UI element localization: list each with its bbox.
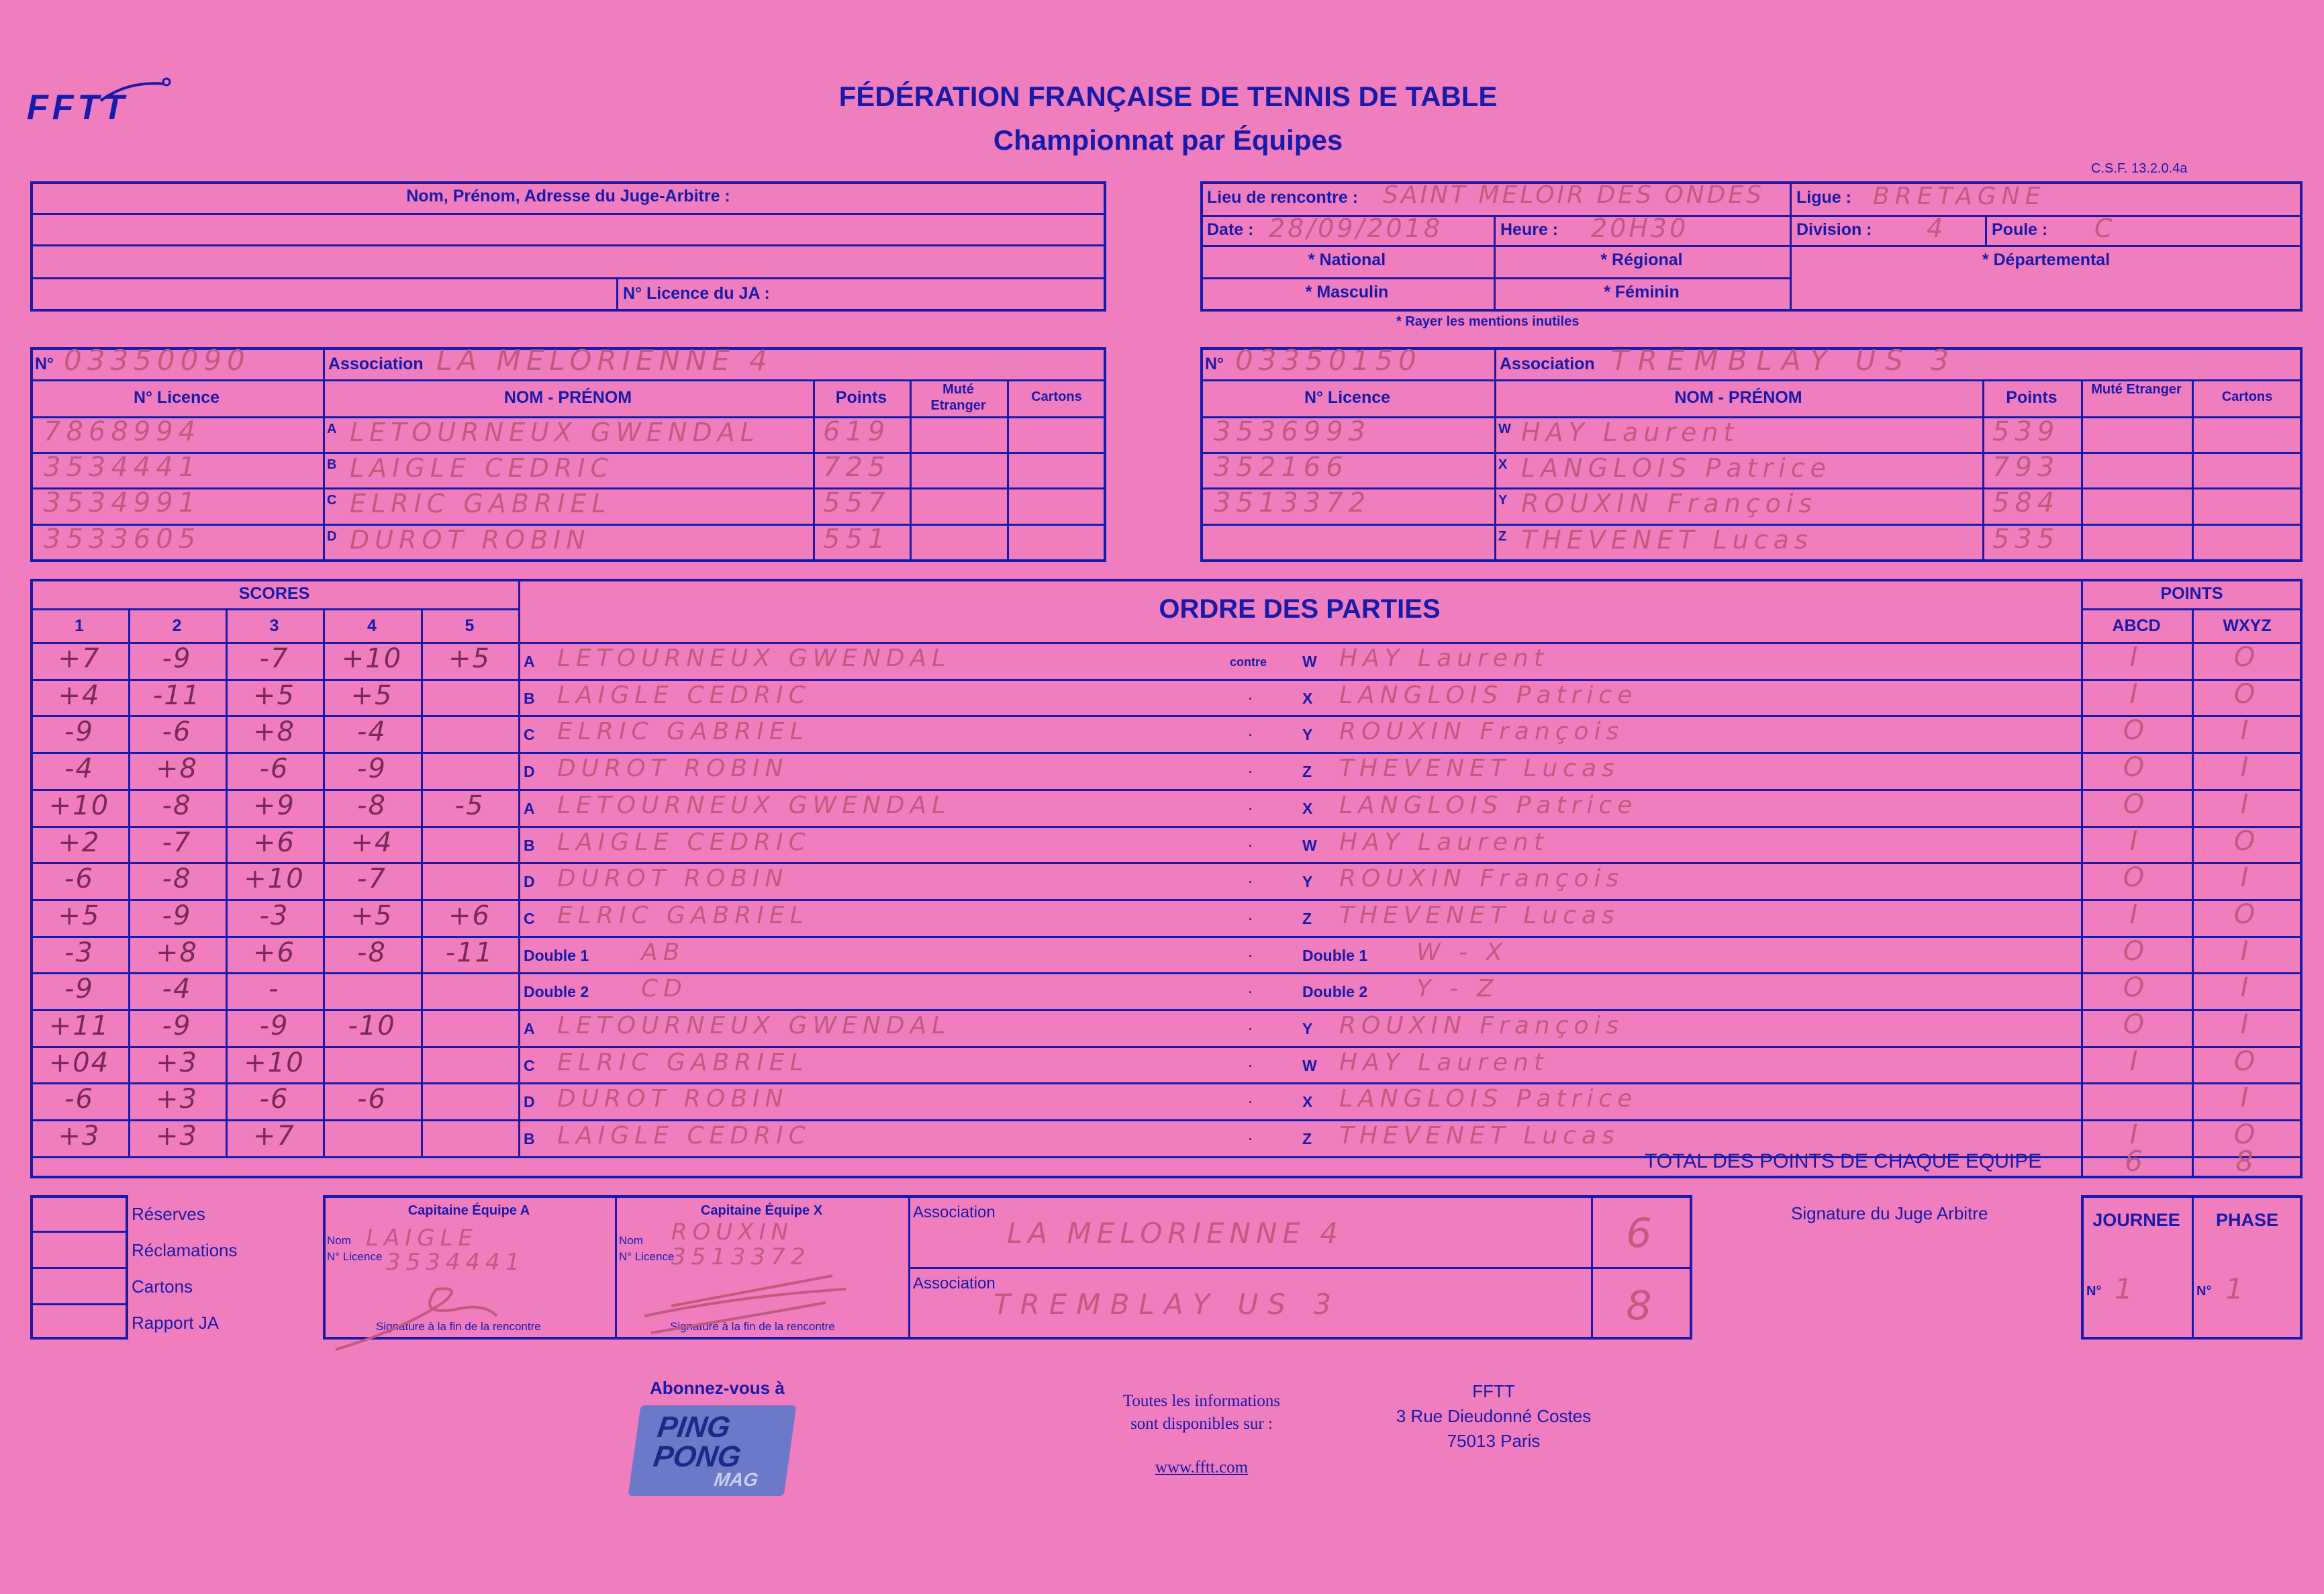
game-score: +10 <box>244 863 305 894</box>
team-x-col-name: NOM - PRÉNOM <box>1674 388 1802 407</box>
game-score: +10 <box>341 643 403 674</box>
game-contre: · <box>1249 765 1253 779</box>
day-value: 1 <box>2115 1272 2138 1305</box>
captain-x-sign-label: Signature à la fin de la rencontre <box>670 1320 835 1333</box>
game-score: +7 <box>58 643 101 674</box>
game-right-name: HAY Laurent <box>1339 1049 1549 1076</box>
game-left-name: ELRIC GABRIEL <box>557 1049 809 1076</box>
captain-x-name: ROUXIN <box>671 1219 794 1246</box>
set-header-2: 2 <box>172 616 182 635</box>
game-left-player: C <box>524 726 535 743</box>
game-contre: · <box>1249 1060 1253 1073</box>
game-right-name: LANGLOIS Patrice <box>1339 1085 1638 1113</box>
game-right-player: Y <box>1302 873 1313 890</box>
assoc-a-value: LA MELORIENNE 4 <box>1007 1217 1343 1250</box>
game-point-x: I <box>2240 1009 2254 1040</box>
game-score: +3 <box>156 1084 198 1115</box>
game-score: -10 <box>348 1011 396 1041</box>
meeting-league-value: BRETAGNE <box>1873 183 2046 210</box>
game-score: +7 <box>253 1121 295 1152</box>
team-x-col-cards: Cartons <box>2221 389 2273 404</box>
game-point-a: I <box>2129 826 2143 857</box>
game-score: +4 <box>350 827 393 858</box>
captain-a-licence-label: N° Licence <box>327 1250 383 1263</box>
game-point-a: O <box>2123 862 2150 893</box>
game-right-name: ROUXIN François <box>1339 1012 1625 1039</box>
team_a-player-letter: C <box>327 493 337 508</box>
game-score: +6 <box>253 827 295 858</box>
game-score: -4 <box>162 974 192 1004</box>
game-right-player: W <box>1302 653 1317 670</box>
team_x-player-points: 535 <box>1992 524 2060 555</box>
game-contre: · <box>1249 986 1253 999</box>
address-line1: FFTT <box>1472 1381 1515 1401</box>
total-team-a: 6 <box>2125 1145 2148 1178</box>
team_a-player-license: 3533605 <box>44 524 201 555</box>
team_x-player-points: 584 <box>1992 487 2060 518</box>
game-score: -3 <box>64 937 94 968</box>
fftt-logo-text: FFTT <box>27 88 129 127</box>
game-score: -6 <box>357 1084 387 1115</box>
captain-x-nom-label: Nom <box>619 1234 643 1247</box>
assoc-x-value: TREMBLAY US 3 <box>994 1288 1341 1321</box>
game-left-player: A <box>524 1020 535 1037</box>
team_a-player-points: 551 <box>823 524 891 555</box>
team-a-assoc-label: Association <box>328 355 424 373</box>
game-point-x: I <box>2240 936 2254 967</box>
phase-label: PHASE <box>2215 1210 2279 1230</box>
game-right-player: W <box>1302 1057 1317 1074</box>
abcd-label: ABCD <box>2112 616 2161 635</box>
game-contre: · <box>1249 912 1253 926</box>
game-contre: · <box>1249 1096 1253 1109</box>
game-score: +10 <box>244 1047 305 1078</box>
game-score: +8 <box>156 937 198 968</box>
team_x-player-letter: Y <box>1498 493 1508 508</box>
game-right-player: Z <box>1302 1130 1312 1147</box>
game-score: +6 <box>253 937 295 968</box>
team-x-number-label: N° <box>1205 355 1224 373</box>
game-score: +2 <box>58 827 101 858</box>
captain-a-sign-label: Signature à la fin de la rencontre <box>376 1320 541 1333</box>
game-score: +8 <box>253 716 295 747</box>
team_x-player-letter: W <box>1498 422 1511 436</box>
game-score: +4 <box>58 680 101 711</box>
team_a-player-license: 7868994 <box>44 416 201 447</box>
game-score: -8 <box>357 790 387 821</box>
set-header-3: 3 <box>269 616 279 635</box>
meeting-place-value: SAINT MELOIR DES ONDES <box>1383 181 1764 209</box>
team-x-assoc-value: TREMBLAY US 3 <box>1611 344 1959 377</box>
meeting-league-label: Ligue : <box>1796 188 1851 207</box>
captain-x-license: 3513372 <box>671 1244 811 1270</box>
team_x-player-name: HAY Laurent <box>1521 418 1739 447</box>
meeting-date-value: 28/09/2018 <box>1269 214 1443 243</box>
game-left-player: D <box>524 1093 535 1111</box>
game-contre: · <box>1249 692 1253 706</box>
game-score: -5 <box>454 790 485 821</box>
game-right-name: ROUXIN François <box>1339 865 1625 892</box>
game-contre: · <box>1249 876 1253 889</box>
game-point-x: O <box>2233 1119 2261 1150</box>
game-left-player: Double 2 <box>524 983 589 1000</box>
team_a-player-points: 557 <box>823 487 891 518</box>
game-contre: contre <box>1230 655 1267 669</box>
game-right-player: Double 2 <box>1302 983 1368 1000</box>
team_x-player-name: ROUXIN François <box>1521 489 1818 518</box>
game-right-player: X <box>1302 690 1313 707</box>
game-score: -9 <box>259 1011 289 1041</box>
game-right-name: Y - Z <box>1416 975 1499 1002</box>
day-label: JOURNEE <box>2092 1210 2180 1230</box>
game-right-name: THEVENET Lucas <box>1339 755 1620 782</box>
meeting-division-value: 4 <box>1927 214 1949 243</box>
address-line2: 3 Rue Dieudonné Costes <box>1396 1406 1592 1426</box>
info-line2: sont disponibles sur : <box>1130 1415 1273 1433</box>
team_x-player-license: 3513372 <box>1214 487 1371 518</box>
game-right-name: THEVENET Lucas <box>1339 1122 1620 1150</box>
ping-pong-mag-logo[interactable] <box>628 1405 797 1496</box>
game-right-player: Z <box>1302 763 1312 780</box>
game-point-x: O <box>2233 899 2261 930</box>
meeting-date-label: Date : <box>1207 220 1254 239</box>
set-header-1: 1 <box>75 616 84 635</box>
game-score: -6 <box>259 1084 289 1115</box>
mag-line1: PING <box>655 1411 732 1444</box>
game-score: +5 <box>350 900 393 931</box>
meeting-place-label: Lieu de rencontre : <box>1207 188 1359 207</box>
score-a: 6 <box>1626 1210 1657 1257</box>
game-contre: · <box>1249 1023 1253 1036</box>
game-point-a: I <box>2129 899 2143 930</box>
game-score: +5 <box>253 680 295 711</box>
game-point-x: O <box>2233 679 2261 710</box>
game-score: -6 <box>64 863 94 894</box>
game-point-x: I <box>2240 715 2254 746</box>
team_a-player-name: ELRIC GABRIEL <box>350 489 612 518</box>
info-line1: Toutes les informations <box>1122 1392 1281 1410</box>
team_a-player-name: DUROT ROBIN <box>350 525 591 555</box>
game-point-a: I <box>2129 1046 2143 1077</box>
check-cards[interactable]: Cartons <box>132 1276 193 1297</box>
game-point-a: I <box>2129 642 2143 673</box>
game-point-a: O <box>2123 789 2150 820</box>
team-a-number-label: N° <box>35 355 54 373</box>
game-score: -7 <box>259 643 289 674</box>
game-left-name: LAIGLE CEDRIC <box>557 829 811 856</box>
order-title: ORDRE DES PARTIES <box>1159 594 1441 624</box>
game-score: +3 <box>156 1121 198 1152</box>
game-right-player: Y <box>1302 726 1313 743</box>
game-score: -9 <box>64 974 94 1004</box>
mag-line3: MAG <box>712 1469 760 1490</box>
game-left-name: LETOURNEUX GWENDAL <box>557 1012 951 1039</box>
total-team-x: 8 <box>2235 1145 2259 1178</box>
set-header-4: 4 <box>367 616 377 635</box>
game-point-a: O <box>2123 972 2150 1003</box>
game-right-player: X <box>1302 1093 1313 1111</box>
game-left-player: A <box>524 800 535 817</box>
wxyz-label: WXYZ <box>2223 616 2272 635</box>
team-x-col-license: N° Licence <box>1304 388 1391 407</box>
game-left-player: B <box>524 690 535 707</box>
game-score: +11 <box>48 1011 110 1041</box>
game-right-name: THEVENET Lucas <box>1339 902 1620 929</box>
game-point-a: O <box>2123 1009 2150 1040</box>
game-left-name: ELRIC GABRIEL <box>557 718 809 745</box>
game-score: -7 <box>357 863 387 894</box>
team-a-number-value: 03350090 <box>64 344 250 377</box>
captain-a-title: Capitaine Équipe A <box>407 1203 530 1218</box>
game-right-name: LANGLOIS Patrice <box>1339 682 1638 709</box>
game-right-player: X <box>1302 800 1313 817</box>
team-x-number-value: 03350150 <box>1235 344 1422 377</box>
form-code: C.S.F. 13.2.0.4a <box>2091 161 2188 176</box>
game-left-player: D <box>524 763 535 780</box>
game-left-name: LETOURNEUX GWENDAL <box>557 645 951 672</box>
game-score: -9 <box>162 1011 192 1041</box>
team-a-col-name: NOM - PRÉNOM <box>503 388 632 407</box>
meeting-note: * Rayer les mentions inutiles <box>1396 314 1580 329</box>
team_x-player-letter: Z <box>1498 529 1507 544</box>
game-right-name: W - X <box>1416 939 1508 966</box>
game-score: -8 <box>162 790 192 821</box>
game-right-player: Double 1 <box>1302 947 1368 964</box>
game-score: +10 <box>48 790 110 821</box>
team_a-player-points: 725 <box>823 452 891 483</box>
day-no-label: N° <box>2086 1284 2102 1299</box>
assoc-x-label: Association <box>913 1274 996 1293</box>
game-score: +9 <box>253 790 295 821</box>
meeting-departmental: * Départemental <box>1982 250 2111 269</box>
team_a-player-letter: D <box>327 529 337 544</box>
team_x-player-name: LANGLOIS Patrice <box>1521 453 1831 483</box>
game-point-x: I <box>2240 789 2254 820</box>
team_x-player-letter: X <box>1498 457 1508 472</box>
meeting-national: * National <box>1308 250 1386 269</box>
team_x-player-points: 793 <box>1992 452 2060 483</box>
team-a-assoc-value: LA MELORIENNE 4 <box>436 344 773 377</box>
game-left-player: B <box>524 1130 535 1147</box>
game-score: +5 <box>58 900 101 931</box>
game-contre: · <box>1249 802 1253 816</box>
team_a-player-name: LETOURNEUX GWENDAL <box>350 418 760 447</box>
game-left-player: D <box>524 873 535 890</box>
game-left-name: LAIGLE CEDRIC <box>557 682 811 709</box>
game-score: -9 <box>162 643 192 674</box>
game-contre: · <box>1249 949 1253 963</box>
team-a-col-mute: Muté Etranger <box>930 382 986 413</box>
game-score: +3 <box>58 1121 101 1152</box>
subscribe-text: Abonnez-vous à <box>650 1378 785 1398</box>
referee-license-label: N° Licence du JA : <box>623 284 770 303</box>
referee-signature-label: Signature du Juge Arbitre <box>1791 1203 1988 1223</box>
game-right-player: Z <box>1302 910 1312 927</box>
meeting-female: * Féminin <box>1604 283 1680 301</box>
game-score: -8 <box>162 863 192 894</box>
referee-name-label: Nom, Prénom, Adresse du Juge-Arbitre : <box>406 187 730 205</box>
game-score: -11 <box>445 937 494 968</box>
check-report[interactable]: Rapport JA <box>132 1313 220 1333</box>
team_x-player-points: 539 <box>1992 416 2060 447</box>
score-x: 8 <box>1626 1282 1657 1329</box>
game-score: -9 <box>64 716 94 747</box>
game-left-name: DUROT ROBIN <box>557 755 789 782</box>
meeting-male: * Masculin <box>1305 283 1389 301</box>
game-score: +5 <box>350 680 393 711</box>
game-score: -4 <box>64 753 94 784</box>
team_x-player-name: THEVENET Lucas <box>1521 525 1813 555</box>
game-point-a: I <box>2129 1119 2143 1150</box>
meeting-division-label: Division : <box>1796 220 1872 239</box>
check-claims[interactable]: Réclamations <box>132 1240 238 1260</box>
captain-a-nom-label: Nom <box>327 1234 351 1247</box>
captain-x-title: Capitaine Équipe X <box>700 1203 823 1218</box>
game-score: -8 <box>357 937 387 968</box>
meeting-pool-value: C <box>2094 214 2118 243</box>
game-right-name: LANGLOIS Patrice <box>1339 792 1638 819</box>
game-score: -7 <box>162 827 192 858</box>
check-reserves[interactable]: Réserves <box>132 1204 205 1224</box>
game-left-player: B <box>524 837 535 854</box>
game-left-player: C <box>524 910 535 927</box>
game-point-a: O <box>2123 715 2150 746</box>
game-left-name: DUROT ROBIN <box>557 865 789 892</box>
game-score: - <box>269 974 280 1004</box>
meeting-time-label: Heure : <box>1500 220 1559 239</box>
game-left-name: ELRIC GABRIEL <box>557 902 809 929</box>
team_a-player-letter: A <box>327 422 337 436</box>
game-score: +6 <box>448 900 491 931</box>
meeting-regional: * Régional <box>1600 250 1683 269</box>
game-left-player: C <box>524 1057 535 1074</box>
team-x-col-points: Points <box>2006 388 2057 407</box>
captain-x-licence-label: N° Licence <box>619 1250 675 1263</box>
game-score: -6 <box>162 716 192 747</box>
captain-a-license: 3534441 <box>386 1249 526 1276</box>
game-score: -4 <box>357 716 387 747</box>
game-left-name: LETOURNEUX GWENDAL <box>557 792 951 819</box>
game-score: -9 <box>162 900 192 931</box>
team_a-player-license: 3534441 <box>44 452 201 483</box>
game-score: +04 <box>48 1047 110 1078</box>
team_a-player-letter: B <box>327 457 337 472</box>
game-point-x: O <box>2233 642 2261 673</box>
phase-no-label: N° <box>2196 1284 2212 1299</box>
game-right-name: HAY Laurent <box>1339 645 1549 672</box>
page-subtitle: Championnat par Équipes <box>993 124 1343 156</box>
game-left-name: LAIGLE CEDRIC <box>557 1122 811 1150</box>
address-line3: 75013 Paris <box>1447 1431 1541 1451</box>
team-a-col-cards: Cartons <box>1031 389 1082 404</box>
game-right-name: HAY Laurent <box>1339 829 1549 856</box>
game-score: -11 <box>152 680 201 711</box>
game-left-name: DUROT ROBIN <box>557 1085 789 1113</box>
game-left-player: Double 1 <box>524 947 589 964</box>
game-left-name: CD <box>641 975 687 1002</box>
meeting-time-value: 20H30 <box>1591 214 1689 243</box>
total-label: TOTAL DES POINTS DE CHAQUE EQUIPE <box>1645 1150 2042 1172</box>
game-right-player: W <box>1302 837 1317 854</box>
fftt-logo <box>27 74 181 128</box>
game-point-x: O <box>2233 826 2261 857</box>
points-label: POINTS <box>2160 584 2223 603</box>
phase-value: 1 <box>2225 1272 2249 1305</box>
game-score: -6 <box>259 753 289 784</box>
team-x-assoc-label: Association <box>1500 355 1595 373</box>
team-a-col-license: N° Licence <box>133 388 220 407</box>
website-link[interactable]: www.fftt.com <box>1155 1458 1249 1476</box>
game-point-a: O <box>2123 936 2150 967</box>
team-a-col-points: Points <box>835 388 887 407</box>
game-point-x: I <box>2240 862 2254 893</box>
page-title: FÉDÉRATION FRANÇAISE DE TENNIS DE TABLE <box>838 81 1498 112</box>
game-point-x: I <box>2240 972 2254 1003</box>
team_x-player-license: 352166 <box>1214 452 1349 483</box>
game-point-x: O <box>2233 1046 2261 1077</box>
game-left-player: A <box>524 653 535 670</box>
game-contre: · <box>1249 1133 1253 1146</box>
team_a-player-license: 3534991 <box>44 487 201 518</box>
mag-line2: PONG <box>651 1440 743 1473</box>
assoc-a-label: Association <box>913 1203 996 1221</box>
team_a-player-name: LAIGLE CEDRIC <box>350 453 614 483</box>
team_x-player-license: 3536993 <box>1214 416 1371 447</box>
game-score: -3 <box>259 900 289 931</box>
game-score: +3 <box>156 1047 198 1078</box>
game-score: +8 <box>156 753 198 784</box>
captain-a-name: LAIGLE <box>366 1225 478 1252</box>
game-right-name: ROUXIN François <box>1339 718 1625 745</box>
game-point-x: I <box>2240 752 2254 783</box>
meeting-pool-label: Poule : <box>1992 220 2048 239</box>
game-left-name: AB <box>641 939 685 966</box>
game-score: -6 <box>64 1084 94 1115</box>
team_a-player-points: 619 <box>823 416 891 447</box>
game-point-a: I <box>2129 679 2143 710</box>
scores-label: SCORES <box>238 584 310 603</box>
game-point-x: I <box>2240 1082 2254 1113</box>
game-right-player: Y <box>1302 1020 1313 1037</box>
game-score: +5 <box>448 643 491 674</box>
game-contre: · <box>1249 839 1253 853</box>
game-contre: · <box>1249 729 1253 742</box>
set-header-5: 5 <box>465 616 475 635</box>
team-x-col-mute: Muté Etranger <box>2091 382 2182 397</box>
game-point-a: O <box>2123 752 2150 783</box>
game-score: -9 <box>357 753 387 784</box>
